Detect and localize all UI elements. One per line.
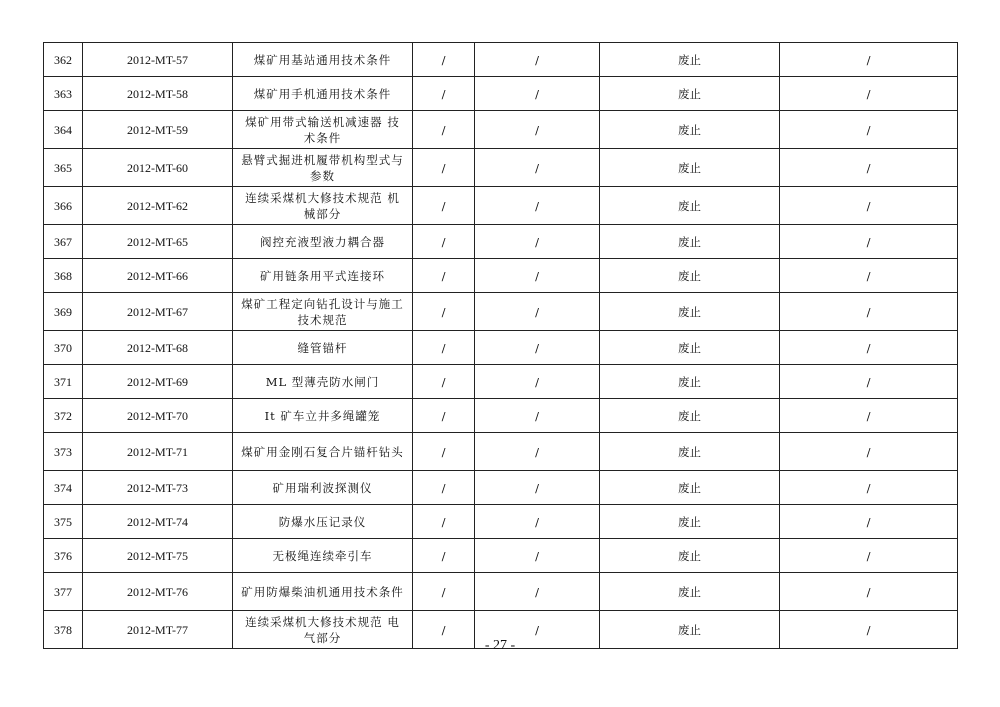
row-number: 364 <box>44 111 83 149</box>
standard-name: 煤矿用基站通用技术条件 <box>233 43 413 77</box>
status-cell: 废止 <box>600 43 780 77</box>
row-number: 365 <box>44 149 83 187</box>
table-body <box>44 43 958 649</box>
table-row <box>44 399 958 433</box>
table-row <box>44 433 958 471</box>
cell-col4: / <box>413 573 475 611</box>
cell-col4: / <box>413 399 475 433</box>
standard-name: 矿用瑞利波探测仪 <box>233 471 413 505</box>
row-number: 370 <box>44 331 83 365</box>
table-row <box>44 331 958 365</box>
status-cell: 废止 <box>600 187 780 225</box>
status-cell: 废止 <box>600 225 780 259</box>
cell-col5: / <box>475 505 600 539</box>
cell-col5: / <box>475 43 600 77</box>
table-row <box>44 77 958 111</box>
plan-code: 2012-MT-74 <box>83 505 233 539</box>
cell-col4: / <box>413 77 475 111</box>
status-cell: 废止 <box>600 399 780 433</box>
status-cell: 废止 <box>600 539 780 573</box>
standard-name: 煤矿用带式输送机减速器 技术条件 <box>233 111 413 149</box>
cell-col4: / <box>413 293 475 331</box>
row-number: 371 <box>44 365 83 399</box>
status-cell: 废止 <box>600 331 780 365</box>
table-row <box>44 573 958 611</box>
row-number: 368 <box>44 259 83 293</box>
cell-col7: / <box>780 149 958 187</box>
plan-code: 2012-MT-70 <box>83 399 233 433</box>
plan-code: 2012-MT-71 <box>83 433 233 471</box>
cell-col4: / <box>413 331 475 365</box>
row-number: 372 <box>44 399 83 433</box>
table-row <box>44 111 958 149</box>
plan-code: 2012-MT-66 <box>83 259 233 293</box>
cell-col4: / <box>413 43 475 77</box>
cell-col4: / <box>413 611 475 649</box>
standard-name: 连续采煤机大修技术规范 电气部分 <box>233 611 413 649</box>
row-number: 362 <box>44 43 83 77</box>
plan-code: 2012-MT-69 <box>83 365 233 399</box>
cell-col5: / <box>475 111 600 149</box>
cell-col7: / <box>780 77 958 111</box>
plan-code: 2012-MT-73 <box>83 471 233 505</box>
table-row <box>44 149 958 187</box>
cell-col4: / <box>413 365 475 399</box>
plan-code: 2012-MT-77 <box>83 611 233 649</box>
standard-name: 连续采煤机大修技术规范 机械部分 <box>233 187 413 225</box>
standards-table <box>43 42 958 649</box>
status-cell: 废止 <box>600 77 780 111</box>
plan-code: 2012-MT-75 <box>83 539 233 573</box>
standard-name: 无极绳连续牵引车 <box>233 539 413 573</box>
cell-col7: / <box>780 365 958 399</box>
standard-name: 煤矿用金刚石复合片锚杆钻头 <box>233 433 413 471</box>
status-cell: 废止 <box>600 573 780 611</box>
cell-col7: / <box>780 225 958 259</box>
cell-col4: / <box>413 259 475 293</box>
status-cell: 废止 <box>600 471 780 505</box>
table-row <box>44 293 958 331</box>
status-cell: 废止 <box>600 149 780 187</box>
cell-col4: / <box>413 539 475 573</box>
cell-col7: / <box>780 187 958 225</box>
cell-col7: / <box>780 331 958 365</box>
cell-col4: / <box>413 225 475 259</box>
standard-name: ML 型薄壳防水闸门 <box>233 365 413 399</box>
cell-col5: / <box>475 225 600 259</box>
standard-name: 矿用链条用平式连接环 <box>233 259 413 293</box>
table-row <box>44 259 958 293</box>
table-row <box>44 43 958 77</box>
cell-col5: / <box>475 331 600 365</box>
standard-name: 悬臂式掘进机履带机构型式与参数 <box>233 149 413 187</box>
table-row <box>44 225 958 259</box>
table-row <box>44 365 958 399</box>
cell-col7: / <box>780 43 958 77</box>
status-cell: 废止 <box>600 365 780 399</box>
cell-col4: / <box>413 471 475 505</box>
row-number: 374 <box>44 471 83 505</box>
standard-name: 缝管锚杆 <box>233 331 413 365</box>
page-number: - 27 - <box>484 638 516 653</box>
cell-col5: / <box>475 77 600 111</box>
plan-code: 2012-MT-62 <box>83 187 233 225</box>
standard-name: 煤矿工程定向钻孔设计与施工技术规范 <box>233 293 413 331</box>
standard-name: It 矿车立井多绳罐笼 <box>233 399 413 433</box>
plan-code: 2012-MT-68 <box>83 331 233 365</box>
plan-code: 2012-MT-65 <box>83 225 233 259</box>
row-number: 378 <box>44 611 83 649</box>
cell-col5: / <box>475 149 600 187</box>
cell-col7: / <box>780 399 958 433</box>
cell-col7: / <box>780 505 958 539</box>
cell-col5: / <box>475 573 600 611</box>
cell-col7: / <box>780 293 958 331</box>
cell-col5: / <box>475 293 600 331</box>
plan-code: 2012-MT-76 <box>83 573 233 611</box>
cell-col5: / <box>475 539 600 573</box>
plan-code: 2012-MT-58 <box>83 77 233 111</box>
status-cell: 废止 <box>600 259 780 293</box>
row-number: 366 <box>44 187 83 225</box>
standard-name: 矿用防爆柴油机通用技术条件 <box>233 573 413 611</box>
cell-col7: / <box>780 111 958 149</box>
cell-col5: / <box>475 433 600 471</box>
row-number: 375 <box>44 505 83 539</box>
cell-col7: / <box>780 259 958 293</box>
cell-col4: / <box>413 149 475 187</box>
cell-col4: / <box>413 505 475 539</box>
row-number: 369 <box>44 293 83 331</box>
cell-col5: / <box>475 471 600 505</box>
status-cell: 废止 <box>600 433 780 471</box>
status-cell: 废止 <box>600 293 780 331</box>
cell-col5: / <box>475 611 600 649</box>
standard-name: 防爆水压记录仪 <box>233 505 413 539</box>
cell-col5: / <box>475 187 600 225</box>
cell-col7: / <box>780 611 958 649</box>
row-number: 363 <box>44 77 83 111</box>
standard-name: 煤矿用手机通用技术条件 <box>233 77 413 111</box>
row-number: 367 <box>44 225 83 259</box>
cell-col5: / <box>475 365 600 399</box>
cell-col4: / <box>413 111 475 149</box>
row-number: 373 <box>44 433 83 471</box>
row-number: 377 <box>44 573 83 611</box>
plan-code: 2012-MT-57 <box>83 43 233 77</box>
cell-col5: / <box>475 259 600 293</box>
plan-code: 2012-MT-60 <box>83 149 233 187</box>
cell-col4: / <box>413 433 475 471</box>
row-number: 376 <box>44 539 83 573</box>
plan-code: 2012-MT-67 <box>83 293 233 331</box>
cell-col7: / <box>780 433 958 471</box>
status-cell: 废止 <box>600 611 780 649</box>
plan-code: 2012-MT-59 <box>83 111 233 149</box>
cell-col5: / <box>475 399 600 433</box>
table-row <box>44 505 958 539</box>
cell-col4: / <box>413 187 475 225</box>
cell-col7: / <box>780 471 958 505</box>
standard-name: 阀控充液型液力耦合器 <box>233 225 413 259</box>
cell-col7: / <box>780 573 958 611</box>
status-cell: 废止 <box>600 505 780 539</box>
status-cell: 废止 <box>600 111 780 149</box>
table-row <box>44 539 958 573</box>
table-row <box>44 471 958 505</box>
table-row <box>44 187 958 225</box>
cell-col7: / <box>780 539 958 573</box>
